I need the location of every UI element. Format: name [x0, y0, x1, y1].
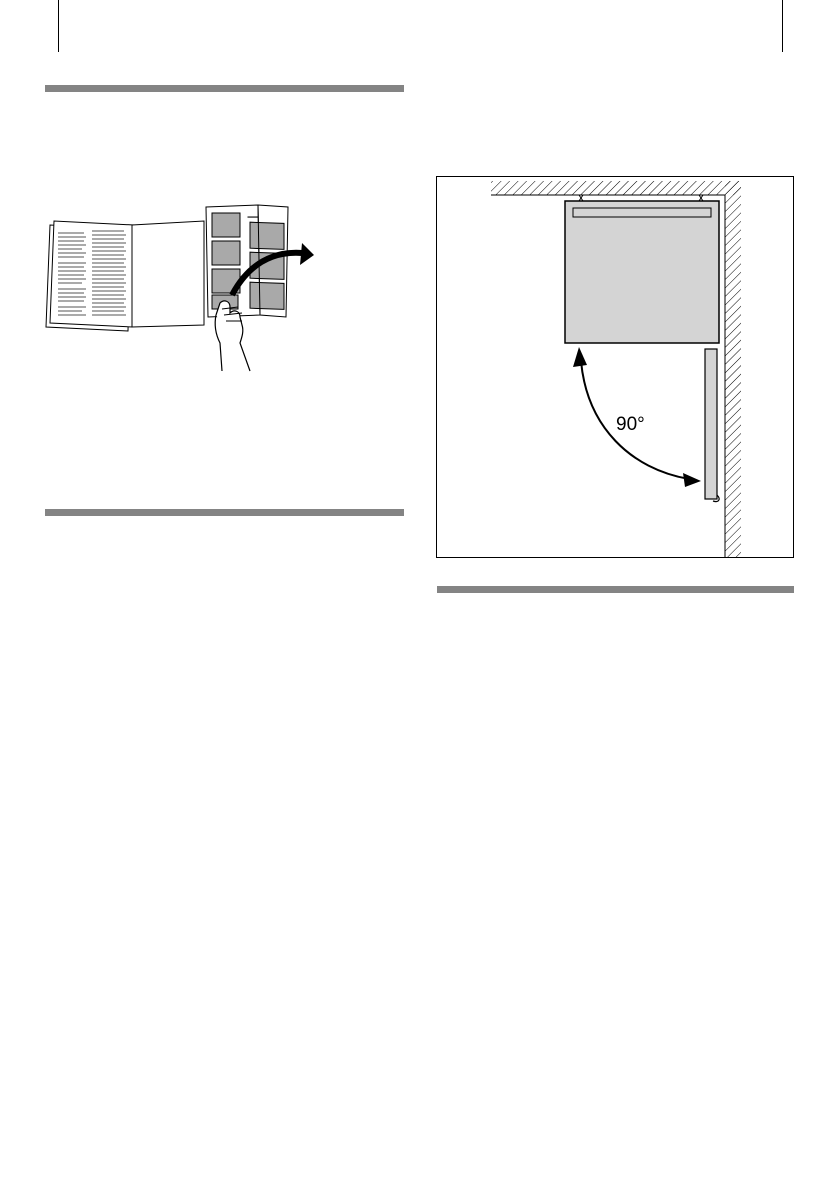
appliance-body: [565, 195, 719, 343]
angle-label: 90°: [616, 414, 645, 435]
wall-side-hatch: [725, 181, 741, 557]
crop-mark-right: [782, 0, 783, 52]
door-opening-diagram: [436, 176, 794, 558]
wall-top-hatch: [491, 181, 741, 195]
section-rule-2: [45, 509, 404, 516]
section-rule-3: [437, 586, 794, 593]
open-door: [705, 349, 719, 502]
fold-out-page-illustration: [44, 203, 320, 373]
crop-mark-left: [58, 0, 59, 52]
section-rule-1: [45, 85, 404, 92]
